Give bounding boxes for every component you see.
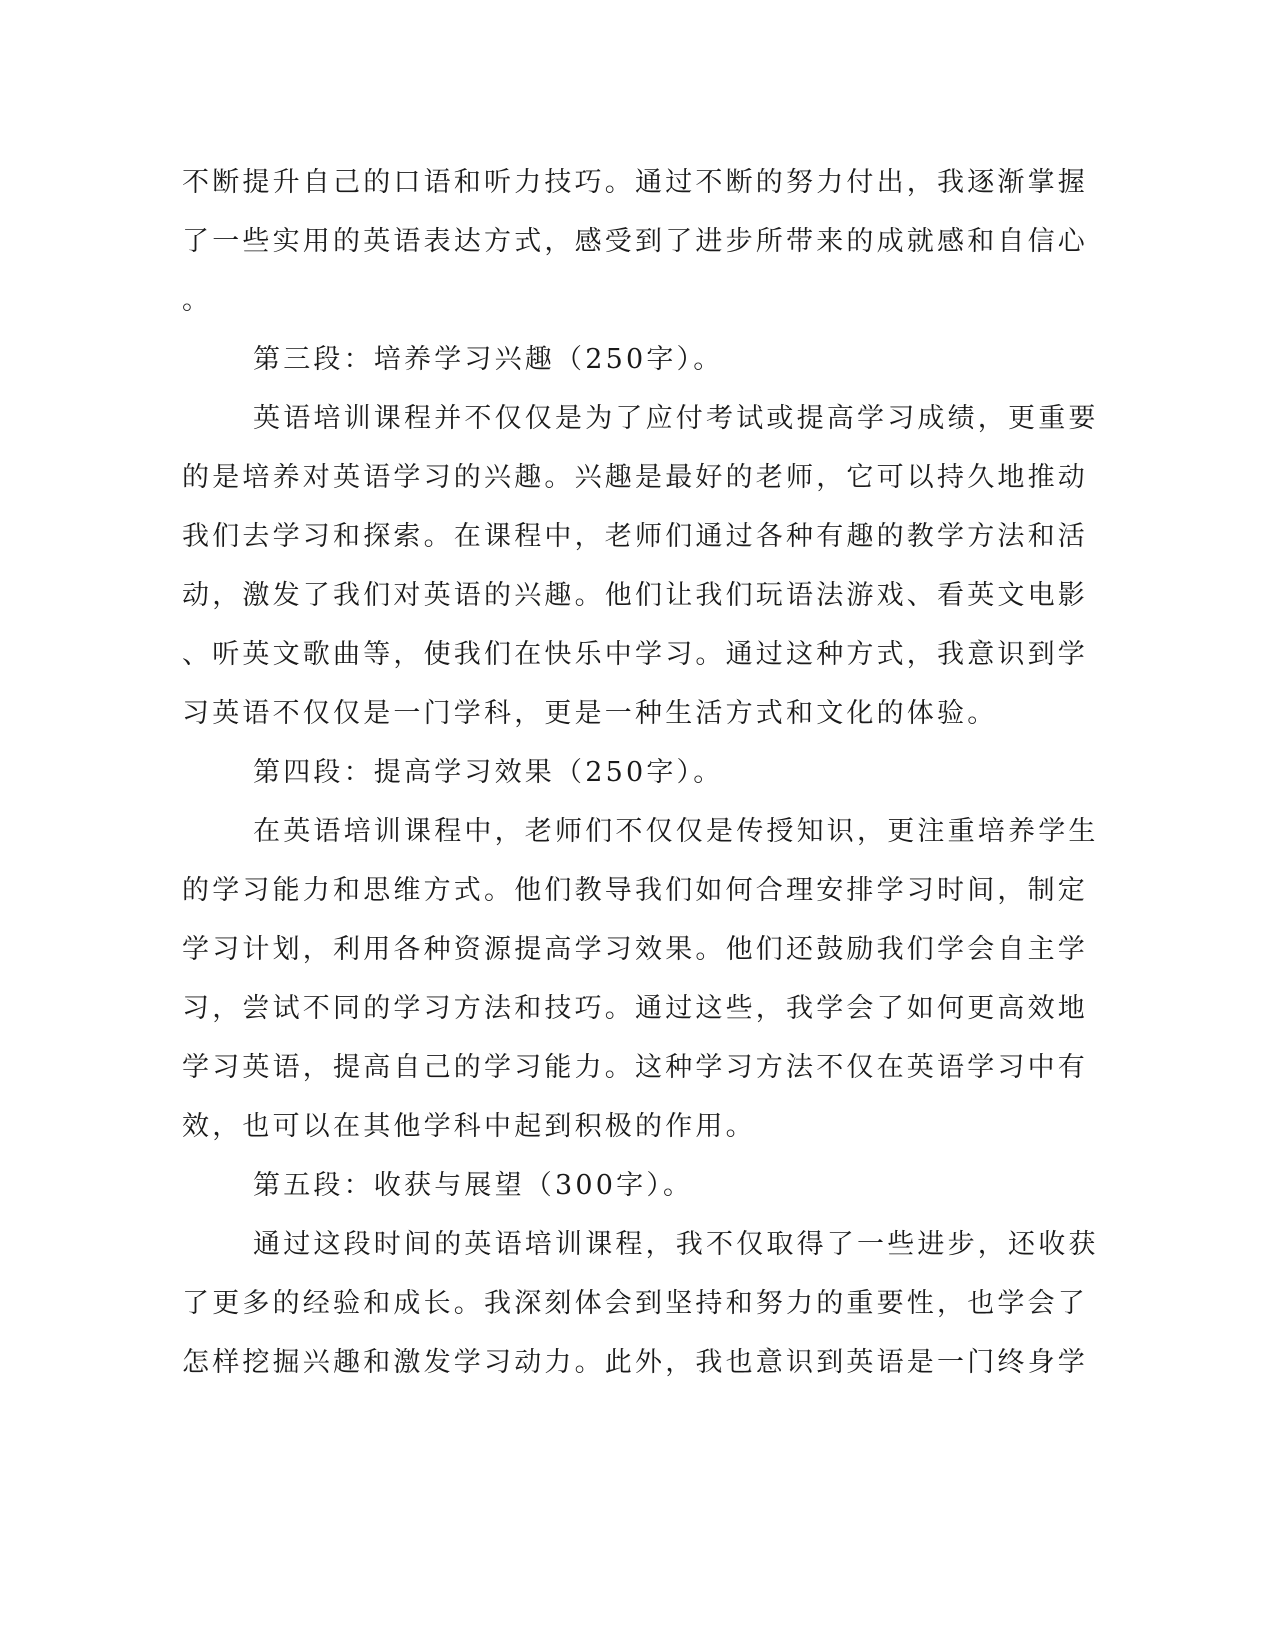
text-line: 了更多的经验和成长。我深刻体会到坚持和努力的重要性，也学会了 xyxy=(182,1288,1088,1319)
text-line: 习，尝试不同的学习方法和技巧。通过这些，我学会了如何更高效地 xyxy=(182,993,1088,1024)
text-line: 了一些实用的英语表达方式，感受到了进步所带来的成就感和自信心 xyxy=(182,226,1088,257)
text-line: 习英语不仅仅是一门学科，更是一种生活方式和文化的体验。 xyxy=(182,698,998,729)
section-heading-5: 第五段：收获与展望（300字）。 xyxy=(253,1170,694,1201)
text-line: 的学习能力和思维方式。他们教导我们如何合理安排学习时间，制定 xyxy=(182,875,1088,906)
text-line: 通过这段时间的英语培训课程，我不仅取得了一些进步，还收获 xyxy=(253,1229,1099,1260)
text-line: 效，也可以在其他学科中起到积极的作用。 xyxy=(182,1111,756,1142)
section-heading-3: 第三段：培养学习兴趣（250字）。 xyxy=(253,344,724,375)
section-heading-4: 第四段：提高学习效果（250字）。 xyxy=(253,757,724,788)
text-line: 学习计划，利用各种资源提高学习效果。他们还鼓励我们学会自主学 xyxy=(182,934,1088,965)
text-line: 英语培训课程并不仅仅是为了应付考试或提高学习成绩，更重要 xyxy=(253,403,1099,434)
text-line: 我们去学习和探索。在课程中，老师们通过各种有趣的教学方法和活 xyxy=(182,521,1088,552)
text-line: 在英语培训课程中，老师们不仅仅是传授知识，更注重培养学生 xyxy=(253,816,1099,847)
text-line: 。 xyxy=(182,285,213,316)
text-line: 动，激发了我们对英语的兴趣。他们让我们玩语法游戏、看英文电影 xyxy=(182,580,1088,611)
text-line: 不断提升自己的口语和听力技巧。通过不断的努力付出，我逐渐掌握 xyxy=(182,167,1088,198)
text-line: 怎样挖掘兴趣和激发学习动力。此外，我也意识到英语是一门终身学 xyxy=(182,1347,1088,1378)
text-line: 的是培养对英语学习的兴趣。兴趣是最好的老师，它可以持久地推动 xyxy=(182,462,1088,493)
text-line: 、听英文歌曲等，使我们在快乐中学习。通过这种方式，我意识到学 xyxy=(182,639,1088,670)
text-line: 学习英语，提高自己的学习能力。这种学习方法不仅在英语学习中有 xyxy=(182,1052,1088,1083)
